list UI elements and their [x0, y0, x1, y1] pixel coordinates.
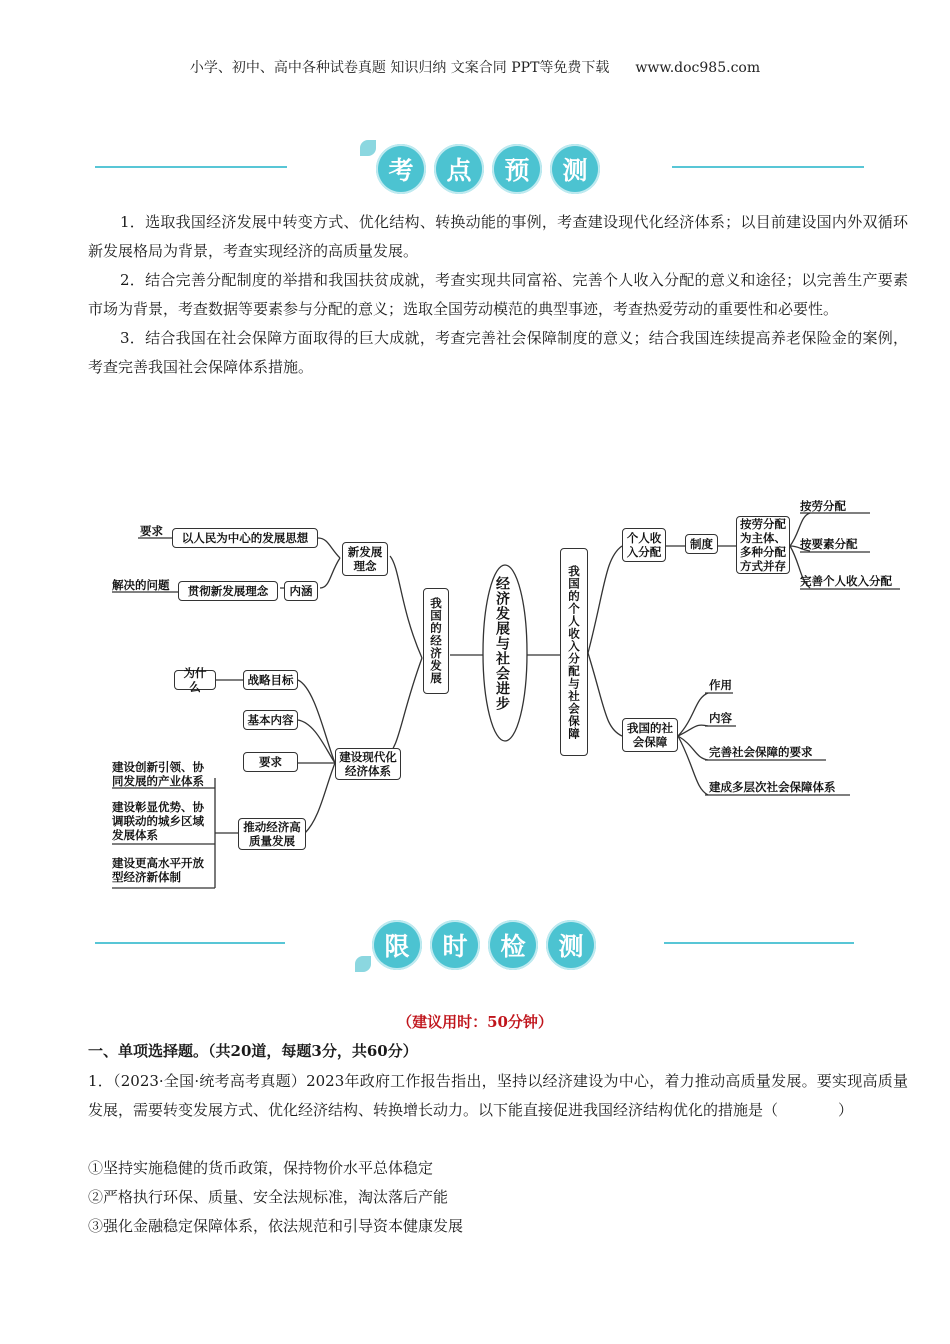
forecast-list: [88, 208, 908, 382]
header-url[interactable]: www.doc985.com: [635, 60, 761, 76]
banner-line-left: [95, 942, 285, 944]
mm-regional-system: 建设彰显优势、协调联动的城乡区域发展体系: [112, 800, 204, 842]
mm-perfect-requirement: 完善社会保障的要求: [709, 745, 813, 759]
mm-new-idea: 新发展理念: [342, 542, 388, 576]
banner-line-right: [672, 166, 864, 168]
mm-system: 制度: [685, 534, 718, 554]
mm-center: 经济发展与社会进步: [494, 576, 510, 711]
mm-problem-label: 解决的问题: [112, 578, 170, 592]
mm-why-label: 为什么: [174, 670, 216, 690]
mm-requirement-label: 要求: [140, 524, 163, 538]
banner-char: 限: [372, 920, 422, 970]
test-banner: [0, 910, 950, 980]
header-text: 小学、初中、高中各种试卷真题 知识归纳 文案合同 PPT等免费下载: [189, 60, 610, 76]
mm-modern-system: 建设现代化经济体系: [335, 748, 401, 780]
banner-char: 点: [434, 144, 484, 194]
question-stem: 1．（2023·全国·统考高考真题）2023年政府工作报告指出，坚持以经济建设为中心，着力推动高质量发展。要实现高质量发展，需要转变发展方式、优化经济结构、转换增长动力。以下能直接促进我国经济结构优化的措施是（ ）: [88, 1072, 908, 1119]
mm-by-factor: 按要素分配: [800, 537, 858, 551]
leaf-decoration: [360, 140, 376, 156]
mm-perfect-income: 完善个人收入分配: [800, 574, 892, 588]
banner-line-left: [95, 166, 287, 168]
banner-char: 测: [550, 144, 600, 194]
mm-right-branch: 我国的个人收入分配与社会保障: [560, 548, 588, 756]
mm-connotation: 内涵: [284, 581, 318, 601]
mm-people-centered: 以人民为中心的发展思想: [172, 528, 318, 548]
forecast-item: 2．结合完善分配制度的举措和我国扶贫成就，考查实现共同富裕、完善个人收入分配的意义和途径；以完善生产要素市场为背景，考查数据等要素参与分配的意义；选取全国劳动模范的典型事迹，考查热爱劳动的重要性和必要性。: [88, 271, 908, 318]
banner-char: 测: [546, 920, 596, 970]
mm-by-labor: 按劳分配: [800, 499, 846, 513]
mm-basic-content: 基本内容: [243, 710, 298, 730]
banner-char: 检: [488, 920, 538, 970]
mm-content: 内容: [709, 711, 732, 725]
mm-strategic-goal: 战略目标: [243, 670, 298, 690]
mm-implement-idea: 贯彻新发展理念: [178, 581, 278, 601]
forecast-banner: [0, 134, 950, 204]
time-hint: （建议用时：50分钟）: [397, 1013, 553, 1031]
leaf-decoration: [355, 956, 371, 972]
forecast-item: 3．结合我国在社会保障方面取得的巨大成就，考查完善社会保障制度的意义；结合我国连续提高养老保险金的案例，考查完善我国社会保障体系措施。: [88, 329, 908, 376]
mm-high-quality: 推动经济高质量发展: [238, 818, 306, 850]
banner-char: 时: [430, 920, 480, 970]
question-option: ②严格执行环保、质量、安全法规标准，淘汰落后产能: [88, 1188, 449, 1206]
mm-requirement-box: 要求: [243, 752, 298, 772]
section-title: 一、单项选择题。（共20道，每题3分，共60分）: [88, 1042, 418, 1060]
mind-map: [100, 488, 910, 898]
mm-distribution-system: 按劳分配为主体、多种分配方式并存: [736, 516, 790, 574]
mm-social-security: 我国的社会保障: [622, 718, 678, 752]
mm-left-branch: 我国的经济发展: [423, 588, 449, 694]
mm-multi-level: 建成多层次社会保障体系: [709, 780, 836, 794]
mm-personal-income: 个人收入分配: [622, 528, 666, 562]
question-option: ①坚持实施稳健的货币政策，保持物价水平总体稳定: [88, 1159, 434, 1177]
forecast-item: 1．选取我国经济发展中转变方式、优化结构、转换动能的事例，考查建设现代化经济体系；以目前建设国内外双循环新发展格局为背景，考查实现经济的高质量发展。: [88, 213, 908, 260]
mm-open-system: 建设更高水平开放型经济新体制: [112, 856, 204, 884]
banner-char: 预: [492, 144, 542, 194]
page-header: [0, 57, 950, 77]
banner-line-right: [664, 942, 854, 944]
question-option: ③强化金融稳定保障体系，依法规范和引导资本健康发展: [88, 1217, 464, 1235]
banner-char: 考: [376, 144, 426, 194]
mm-role: 作用: [709, 678, 732, 692]
mm-industry-system: 建设创新引领、协同发展的产业体系: [112, 760, 204, 788]
